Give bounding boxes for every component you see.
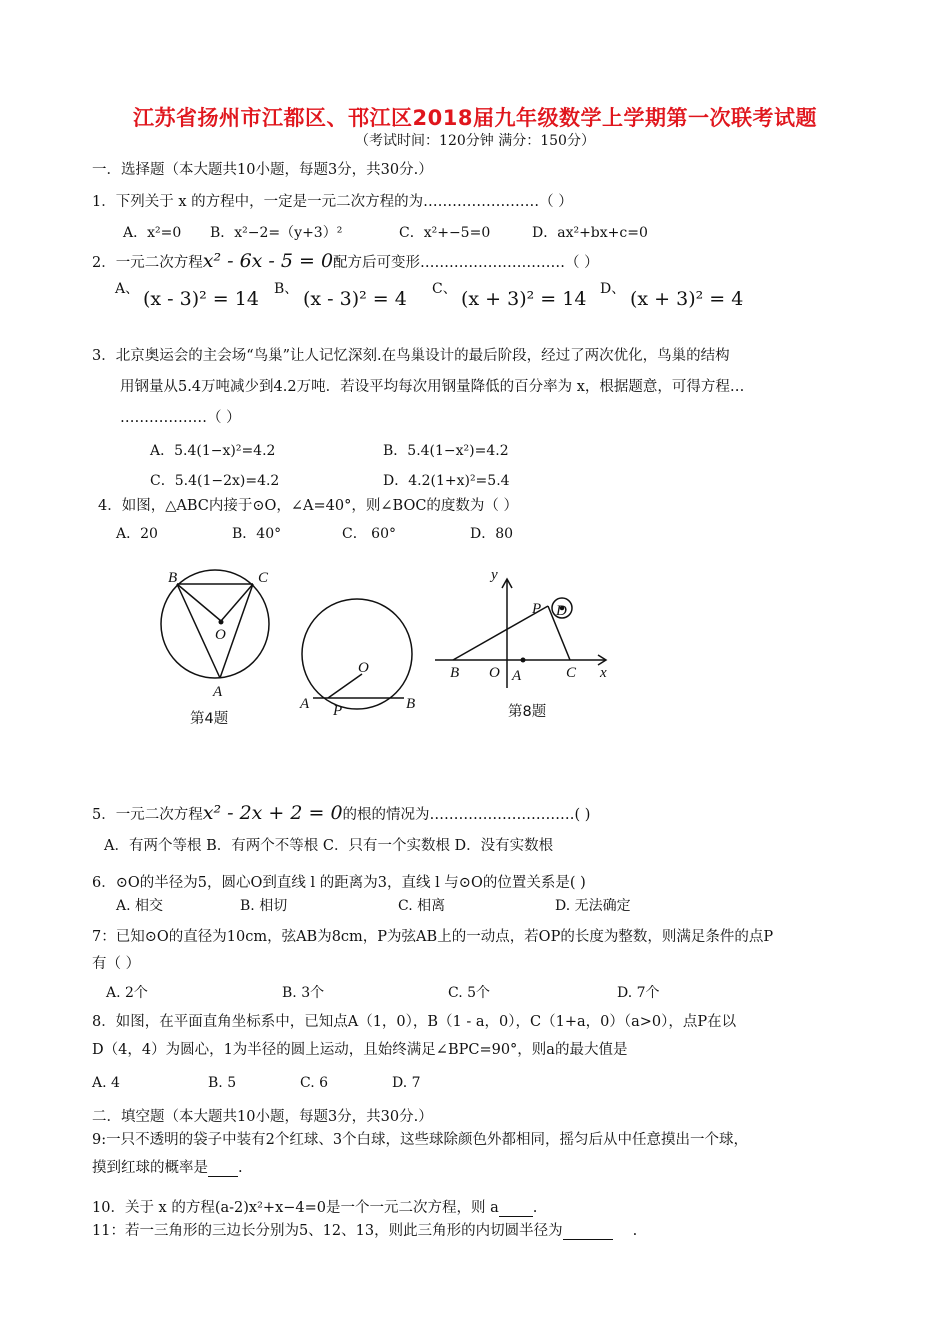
q7-option-d: D. 7个 bbox=[617, 985, 660, 1001]
q2-equation: x² - 6x - 5 = 0 bbox=[202, 250, 334, 272]
q3-option-d: D．4.2(1+x)²=5.4 bbox=[383, 473, 510, 489]
figure-4-circle-triangle bbox=[161, 570, 269, 678]
question-7-line-2: 有（ ） bbox=[92, 956, 141, 972]
q3-option-c: C．5.4(1−2x)=4.2 bbox=[150, 473, 280, 489]
fig8-label-p: P bbox=[532, 601, 542, 617]
q4-option-c: C． 60° bbox=[342, 526, 396, 542]
q2-option-d: (x + 3)² = 4 bbox=[630, 288, 744, 310]
q7-option-b: B. 3个 bbox=[282, 985, 325, 1001]
fig7-label-p: P bbox=[333, 703, 343, 719]
figure-4-center-dot bbox=[219, 620, 224, 625]
question-6: 6．⊙O的半径为5，圆心O到直线 l 的距离为3，直线 l 与⊙O的位置关系是( ) bbox=[92, 875, 586, 891]
q6-option-c: C. 相离 bbox=[398, 898, 446, 914]
question-3-line-2: 用钢量从5.4万吨减少到4.2万吨．若设平均每次用钢量降低的百分率为 x，根据题意，可得方程… bbox=[120, 379, 745, 395]
q4-option-a: A．20 bbox=[116, 526, 158, 542]
figure-8-caption: 第8题 bbox=[508, 704, 547, 720]
q10-end: . bbox=[532, 1200, 538, 1216]
fig8-label-o: O bbox=[489, 665, 500, 681]
section-heading-fill: 二．填空题（本大题共10小题，每题3分，共30分.） bbox=[92, 1109, 433, 1125]
q10-stem: 10．关于 x 的方程(a-2)x²+x−4=0是一个一元二次方程，则 a bbox=[92, 1200, 499, 1216]
q9-end: . bbox=[238, 1160, 243, 1176]
q11-stem: 11：若一三角形的三边长分别为5、12、13，则此三角形的内切圆半径为 bbox=[92, 1223, 563, 1239]
q1-option-c: C．x²+−5=0 bbox=[399, 225, 491, 241]
q11-answer-blank[interactable] bbox=[563, 1223, 613, 1240]
fig8-label-d: D bbox=[556, 603, 567, 619]
q11-end: . bbox=[632, 1223, 638, 1239]
question-3-line-3: ………………（ ） bbox=[120, 410, 241, 426]
q5-options: A．有两个等根 B．有两个不等根 C．只有一个实数根 D．没有实数根 bbox=[104, 838, 554, 854]
q2-option-c: (x + 3)² = 14 bbox=[461, 288, 587, 310]
fig8-label-y: y bbox=[491, 567, 498, 583]
question-5 bbox=[92, 802, 590, 824]
figure-4-caption: 第4题 bbox=[190, 711, 229, 727]
fig7-label-o: O bbox=[358, 660, 369, 676]
question-9-line-2 bbox=[92, 1156, 243, 1177]
q1-option-a: A．x²=0 bbox=[123, 225, 182, 241]
fig8-label-x: x bbox=[600, 665, 607, 681]
question-7-line-1: 7：已知⊙O的直径为10cm，弦AB为8cm，P为弦AB上的一动点，若OP的长度为整数，则满足条件的点P bbox=[92, 929, 774, 945]
fig4-label-a: A bbox=[213, 684, 223, 700]
q2-option-b: (x - 3)² = 4 bbox=[303, 288, 407, 310]
question-1: 1．下列关于 x 的方程中，一定是一元二次方程的为……………………（ ） bbox=[92, 194, 573, 210]
q7-option-c: C. 5个 bbox=[448, 985, 491, 1001]
fig4-label-o: O bbox=[215, 627, 226, 643]
q8-option-a: A. 4 bbox=[92, 1075, 120, 1091]
q9-answer-blank[interactable] bbox=[208, 1160, 238, 1177]
q6-option-d: D. 无法确定 bbox=[555, 898, 631, 914]
q3-option-a: A．5.4(1−x)²=4.2 bbox=[150, 443, 276, 459]
q10-answer-blank[interactable] bbox=[499, 1200, 533, 1217]
q2-option-d-label: D、 bbox=[600, 281, 626, 297]
q7-option-a: A. 2个 bbox=[106, 985, 148, 1001]
figure-7-circle-chord bbox=[302, 599, 412, 709]
question-8-line-2: D（4，4）为圆心，1为半径的圆上运动，且始终满足∠BPC=90°，则a的最大值是 bbox=[92, 1042, 628, 1058]
question-11 bbox=[92, 1219, 637, 1240]
fig8-label-a: A bbox=[512, 668, 522, 684]
section-heading-choice: 一．选择题（本大题共10小题，每题3分，共30分.） bbox=[92, 162, 433, 178]
q2-option-a: (x - 3)² = 14 bbox=[143, 288, 259, 310]
fig8-label-b: B bbox=[450, 665, 460, 681]
q2-stem-post: 配方后可变形…………………………（ ） bbox=[333, 255, 599, 271]
fig7-label-a: A bbox=[300, 696, 310, 712]
q9-stem: 摸到红球的概率是 bbox=[92, 1160, 208, 1176]
q6-option-b: B. 相切 bbox=[240, 898, 288, 914]
fig8-label-c: C bbox=[566, 665, 577, 681]
q8-option-d: D. 7 bbox=[392, 1075, 421, 1091]
q2-option-b-label: B、 bbox=[274, 281, 299, 297]
q5-stem-pre: 5．一元二次方程 bbox=[92, 807, 203, 823]
exam-info: （考试时间：120分钟 满分：150分） bbox=[355, 133, 595, 149]
question-9-line-1: 9:一只不透明的袋子中装有2个红球、3个白球，这些球除颜色外都相同，摇匀后从中任意摸出一个球， bbox=[92, 1132, 749, 1148]
q2-option-a-label: A、 bbox=[115, 281, 140, 297]
q4-option-d: D．80 bbox=[470, 526, 514, 542]
fig7-label-b: B bbox=[406, 696, 416, 712]
q3-option-b: B．5.4(1−x²)=4.2 bbox=[383, 443, 509, 459]
q8-option-b: B. 5 bbox=[208, 1075, 237, 1091]
question-4: 4．如图，△ABC内接于⊙O，∠A=40°，则∠BOC的度数为（ ） bbox=[98, 498, 519, 514]
q8-option-c: C. 6 bbox=[300, 1075, 329, 1091]
q5-equation: x² - 2x + 2 = 0 bbox=[202, 802, 343, 824]
q2-option-c-label: C、 bbox=[432, 281, 457, 297]
page-title: 江苏省扬州市江都区、邗江区2018届九年级数学上学期第一次联考试题 bbox=[133, 106, 817, 130]
q1-option-b: B．x²−2=（y+3）² bbox=[210, 225, 343, 241]
question-2 bbox=[92, 250, 599, 272]
fig4-label-c: C bbox=[258, 570, 269, 586]
q5-stem-post: 的根的情况为…………………………( ) bbox=[342, 807, 591, 823]
q1-option-d: D．ax²+bx+c=0 bbox=[532, 225, 648, 241]
q6-option-a: A. 相交 bbox=[116, 898, 164, 914]
fig4-label-b: B bbox=[168, 570, 178, 586]
figure-8-point-a bbox=[521, 658, 526, 663]
q4-option-b: B．40° bbox=[232, 526, 282, 542]
question-3-line-1: 3．北京奥运会的主会场“鸟巢”让人记忆深刻.在鸟巢设计的最后阶段，经过了两次优化，鸟巢的结构 bbox=[92, 348, 730, 364]
question-8-line-1: 8．如图，在平面直角坐标系中，已知点A（1，0），B（1 - a，0），C（1+a，0）（a>0），点P在以 bbox=[92, 1014, 737, 1030]
q2-stem-pre: 2．一元二次方程 bbox=[92, 255, 203, 271]
question-10 bbox=[92, 1196, 537, 1217]
